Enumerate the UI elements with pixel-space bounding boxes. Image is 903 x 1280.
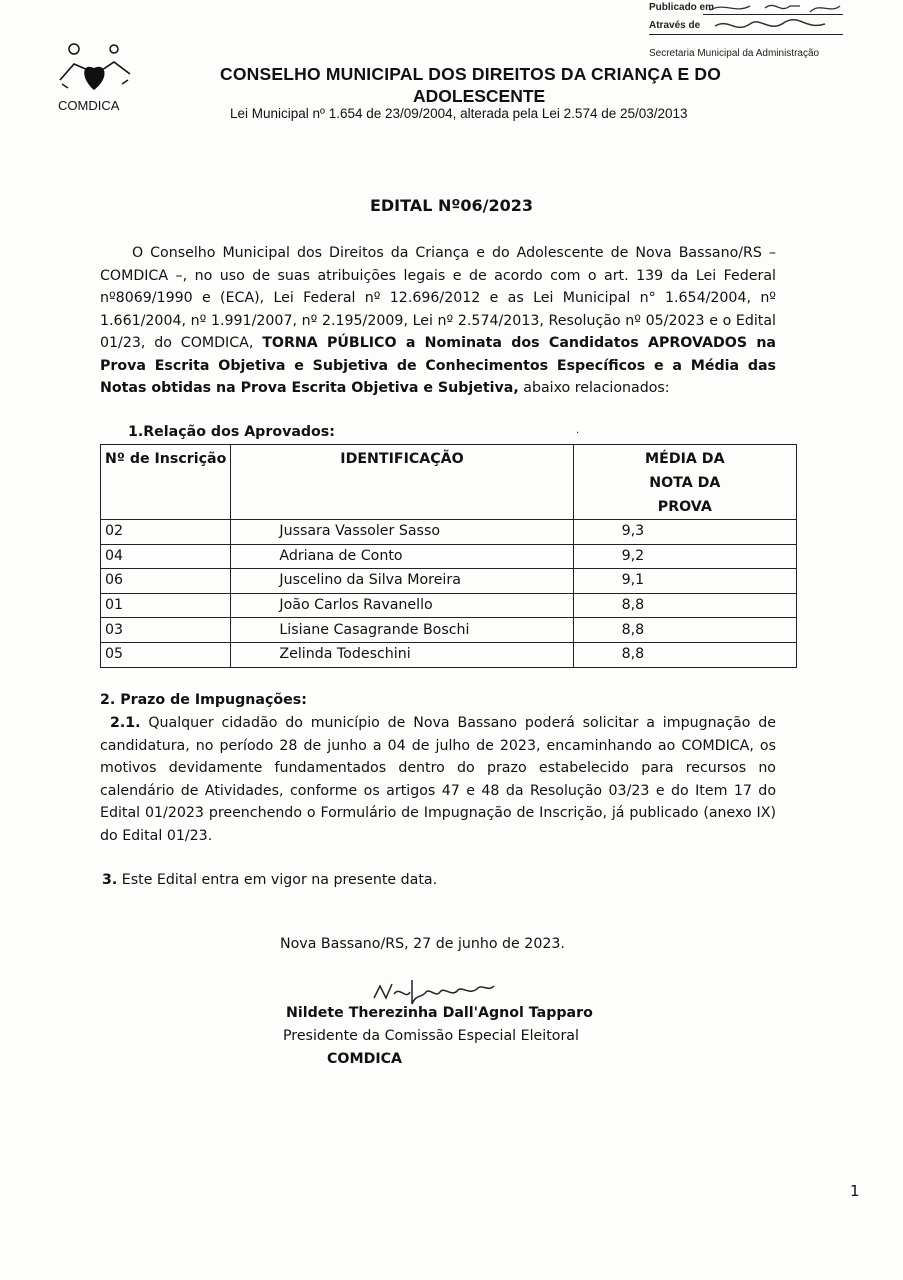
stray-dot: · [576, 428, 580, 439]
column-header-identification: IDENTIFICAÇÃO [231, 445, 573, 520]
item-number: 2.1. [110, 715, 141, 731]
table-row [101, 520, 797, 545]
grade-header-text: MÉDIA DA NOTA DA PROVA [645, 451, 725, 515]
cell-number: 05 [101, 642, 231, 667]
approved-list-title: 1.Relação dos Aprovados: [128, 424, 335, 440]
table-header-row [101, 445, 797, 520]
signatory-org: COMDICA [327, 1051, 403, 1067]
logo-figures-icon [52, 40, 142, 100]
signatory-role: Presidente da Comissão Especial Eleitoral [283, 1028, 579, 1044]
table-row [101, 618, 797, 643]
cell-grade: 8,8 [573, 593, 796, 618]
cell-name: Adriana de Conto [231, 544, 573, 569]
council-law-reference: Lei Municipal nº 1.654 de 23/09/2004, alterada pela Lei 2.574 de 25/03/2013 [230, 106, 688, 121]
cell-grade: 9,1 [573, 569, 796, 594]
table-row [101, 642, 797, 667]
stamp-department: Secretaria Municipal da Administração [649, 48, 820, 59]
logo-label: COMDICA [58, 98, 120, 113]
cell-name: João Carlos Ravanello [231, 593, 573, 618]
page-number: 1 [850, 1182, 860, 1200]
stamp-published-label: Publicado em [649, 2, 715, 13]
effective-clause [102, 872, 437, 888]
impugnation-text: Qualquer cidadão do município de Nova Bassano poderá solicitar a impugnação de candidatura, no período 28 de junho a 04 de julho de 2023, encaminhando ao COMDICA, os motivos devidamente fundamentados dentro do prazo estabelecido para recursos no calendário de Atividades, conforme os artigos 47 e 48 da Resolução 03/23 e do Item 17 do Edital 01/2023 preenchendo o Formulário de Impugnação de Inscrição, já publicado (anexo IX) do Edital 01/23. [100, 715, 776, 844]
cell-number: 02 [101, 520, 231, 545]
cell-name: Zelinda Todeschini [231, 642, 573, 667]
stamp-signature-scribble [705, 0, 845, 40]
cell-grade: 9,2 [573, 544, 796, 569]
cell-number: 01 [101, 593, 231, 618]
stamp-through-label: Através de [649, 20, 701, 31]
document-title: EDITAL Nº06/2023 [369, 196, 534, 215]
cell-name: Lisiane Casagrande Boschi [231, 618, 573, 643]
table-row [101, 569, 797, 594]
intro-text: O Conselho Municipal dos Direitos da Criança e do Adolescente de Nova Bassano/RS – COMDICA –, no uso de suas atribuições legais e de acordo com o art. 139 da Lei Federal nº8069/1990 e (ECA), Lei Federal nº 12.696/2012 e as Lei Municipal n° 1.654/2004, nº 1.661/2004, nº 1.991/2007, nº 2.195/2009, Lei nº 2.574/2013, Resolução nº 05/2023 e o Edital 01/23, do COMDICA, [100, 245, 776, 351]
intro-paragraph [100, 242, 776, 400]
intro-bold-text: TORNA PÚBLICO a Nominata dos Candidatos APROVADOS na Prova Escrita Objetiva e Subjetiva de Conhecimentos Específicos e a Média das Notas obtidas na Prova Escrita Objetiva e Subjetiva, [100, 335, 776, 396]
cell-name: Juscelino da Silva Moreira [231, 569, 573, 594]
cell-number: 06 [101, 569, 231, 594]
council-name-line2: ADOLESCENTE [413, 86, 546, 106]
cell-grade: 8,8 [573, 642, 796, 667]
impugnation-title: 2. Prazo de Impugnações: [100, 692, 307, 708]
place-date: Nova Bassano/RS, 27 de junho de 2023. [280, 936, 565, 952]
signatory-name: Nildete Therezinha Dall'Agnol Tapparo [286, 1005, 593, 1021]
cell-number: 04 [101, 544, 231, 569]
approved-table [100, 444, 797, 668]
column-header-number: Nº de Inscrição [101, 445, 231, 520]
publication-stamp [645, 0, 845, 62]
impugnation-paragraph [100, 712, 776, 847]
cell-number: 03 [101, 618, 231, 643]
cell-name: Jussara Vassoler Sasso [231, 520, 573, 545]
section3-text: Este Edital entra em vigor na presente data. [117, 872, 438, 888]
council-name-line1: CONSELHO MUNICIPAL DOS DIREITOS DA CRIANÇA E DO [220, 64, 722, 84]
table-row [101, 593, 797, 618]
section3-number: 3. [102, 872, 118, 888]
cell-grade: 9,3 [573, 520, 796, 545]
table-row [101, 544, 797, 569]
intro-end-text: abaixo relacionados: [518, 380, 670, 396]
cell-grade: 8,8 [573, 618, 796, 643]
column-header-grade [573, 445, 796, 520]
